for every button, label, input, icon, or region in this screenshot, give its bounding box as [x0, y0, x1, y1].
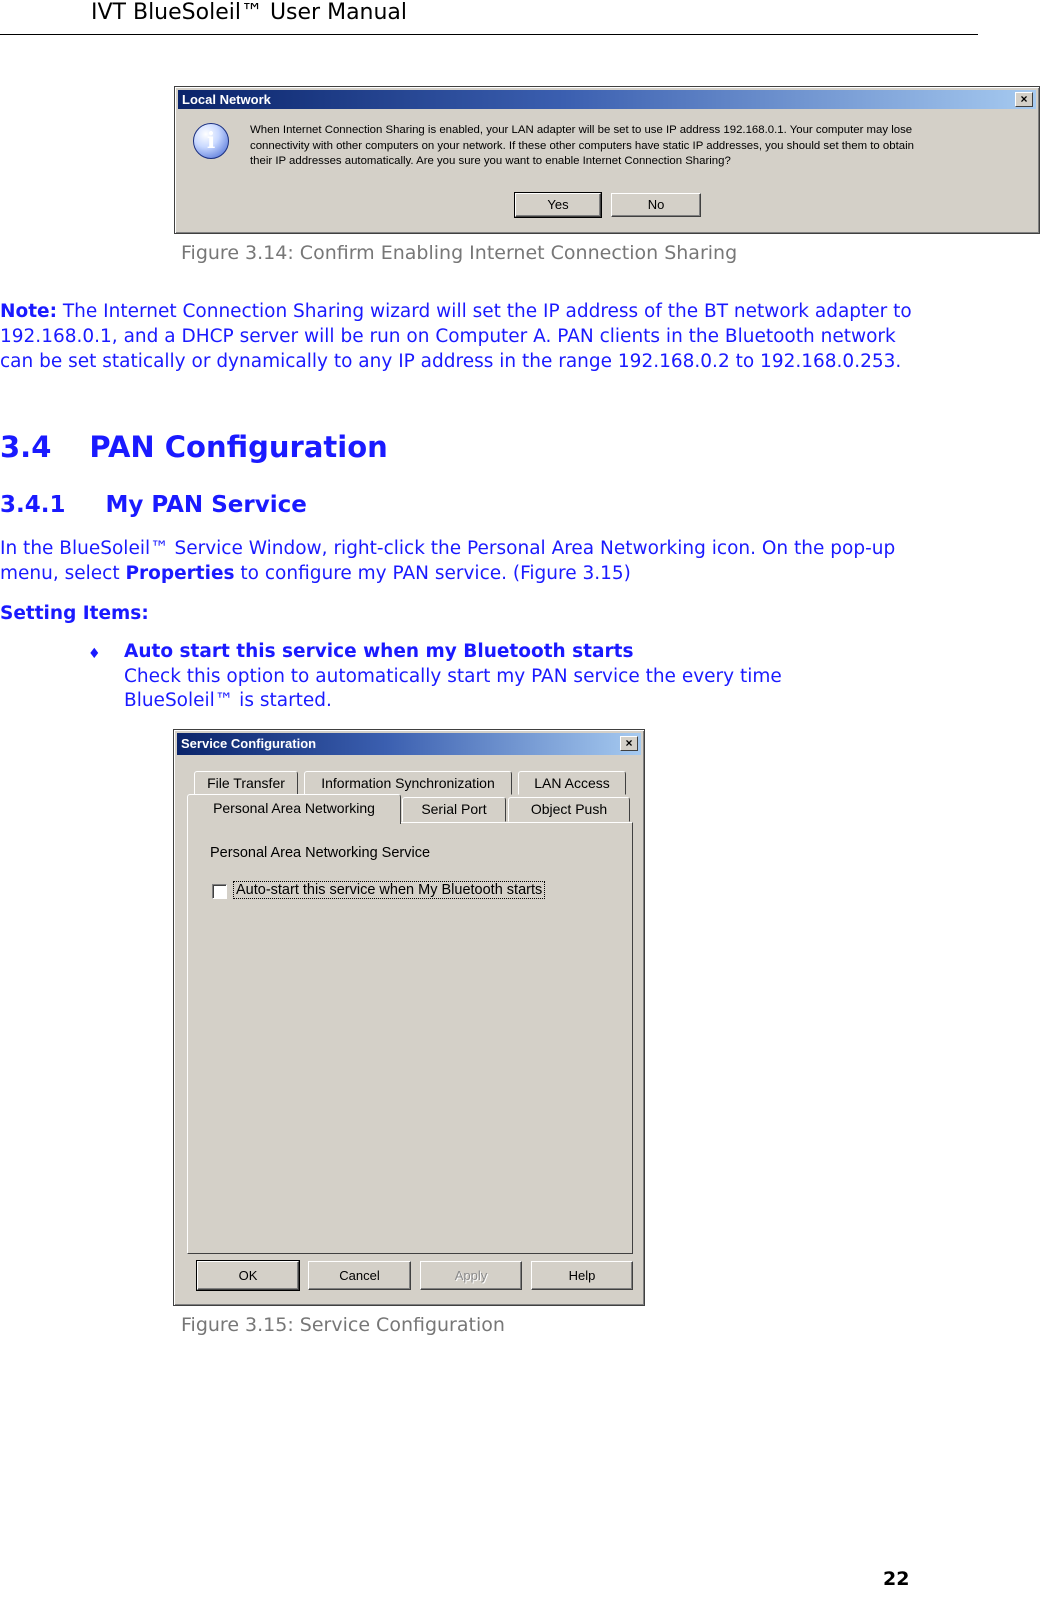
bullet-desc-line: BlueSoleil™ is started. — [124, 690, 332, 711]
properties-term: Properties — [125, 563, 235, 584]
local-network-title: Local Network — [182, 92, 271, 107]
figure-3-14-caption: Figure 3.14: Confirm Enabling Internet Connection Sharing — [181, 242, 738, 264]
subsection-number: 3.4.1 — [0, 492, 66, 518]
message-line: their IP addresses automatically. Are you sure you want to enable Internet Connection Sharing? — [250, 155, 731, 167]
intro-text: In the BlueSoleil™ Service Window, right-click the Personal Area Networking icon. On the pop-up menu, select — [0, 538, 896, 584]
message-line: connectivity with other computers on your network. If these other computers have static IP addresses, you should set them to obtain — [250, 139, 914, 152]
close-icon[interactable]: × — [1015, 92, 1033, 107]
tab-object-push[interactable]: Object Push — [508, 797, 630, 822]
subsection-heading — [0, 492, 307, 518]
ok-button[interactable]: OK — [197, 1261, 299, 1290]
yes-button[interactable]: Yes — [515, 193, 601, 217]
tab-serial-port[interactable]: Serial Port — [402, 797, 506, 822]
message-line: When Internet Connection Sharing is enabled, your LAN adapter will be set to use IP address 192.168.0.1. Your computer may lose — [250, 124, 913, 136]
no-button[interactable]: No — [611, 193, 701, 217]
pan-service-label: Personal Area Networking Service — [210, 845, 431, 861]
header-title: IVT BlueSoleil™ User Manual — [91, 0, 408, 25]
tab-information-synchronization[interactable]: Information Synchronization — [304, 771, 512, 795]
tab-file-transfer[interactable]: File Transfer — [194, 771, 298, 795]
bullet-item — [124, 640, 924, 714]
diamond-bullet-icon: ♦ — [88, 646, 101, 662]
help-button[interactable]: Help — [531, 1261, 633, 1290]
intro-paragraph — [0, 536, 940, 586]
local-network-titlebar — [178, 90, 1036, 109]
section-heading — [0, 430, 388, 464]
figure-3-15-caption: Figure 3.15: Service Configuration — [181, 1314, 505, 1336]
tab-lan-access[interactable]: LAN Access — [518, 771, 626, 795]
subsection-title: My PAN Service — [105, 492, 307, 518]
auto-start-checkbox[interactable] — [212, 884, 227, 899]
local-network-message — [250, 123, 1035, 170]
tab-personal-area-networking[interactable]: Personal Area Networking — [187, 794, 401, 824]
bullet-desc-line: Check this option to automatically start my PAN service the every time — [124, 665, 782, 687]
service-config-title: Service Configuration — [181, 736, 317, 751]
page-number: 22 — [883, 1568, 910, 1590]
note-text: The Internet Connection Sharing wizard will set the IP address of the BT network adapter to 192.168.0.1, and a DHCP server will be run on Computer A. PAN clients in the Bluetooth network can be set statically or dynamically to any IP address in the range 192.168.0.2 to 192.168.0.253. — [0, 301, 912, 372]
auto-start-checkbox-label[interactable]: Auto-start this service when My Bluetooth starts — [236, 882, 543, 898]
local-network-dialog — [174, 86, 1040, 234]
apply-button[interactable]: Apply — [420, 1261, 522, 1290]
service-config-titlebar — [177, 733, 641, 755]
cancel-button[interactable]: Cancel — [308, 1261, 411, 1290]
intro-text-end: to configure my PAN service. (Figure 3.15) — [234, 563, 631, 584]
service-configuration-dialog — [173, 729, 645, 1306]
note-label: Note: — [0, 301, 57, 322]
info-icon: i — [193, 123, 229, 159]
section-title: PAN Configuration — [89, 430, 388, 464]
header-rule — [0, 34, 978, 35]
bullet-title: Auto start this service when my Bluetooth starts — [124, 641, 634, 662]
setting-items-label: Setting Items: — [0, 603, 149, 624]
close-icon[interactable]: × — [620, 736, 638, 751]
section-number: 3.4 — [0, 430, 52, 464]
note-paragraph — [0, 299, 930, 374]
